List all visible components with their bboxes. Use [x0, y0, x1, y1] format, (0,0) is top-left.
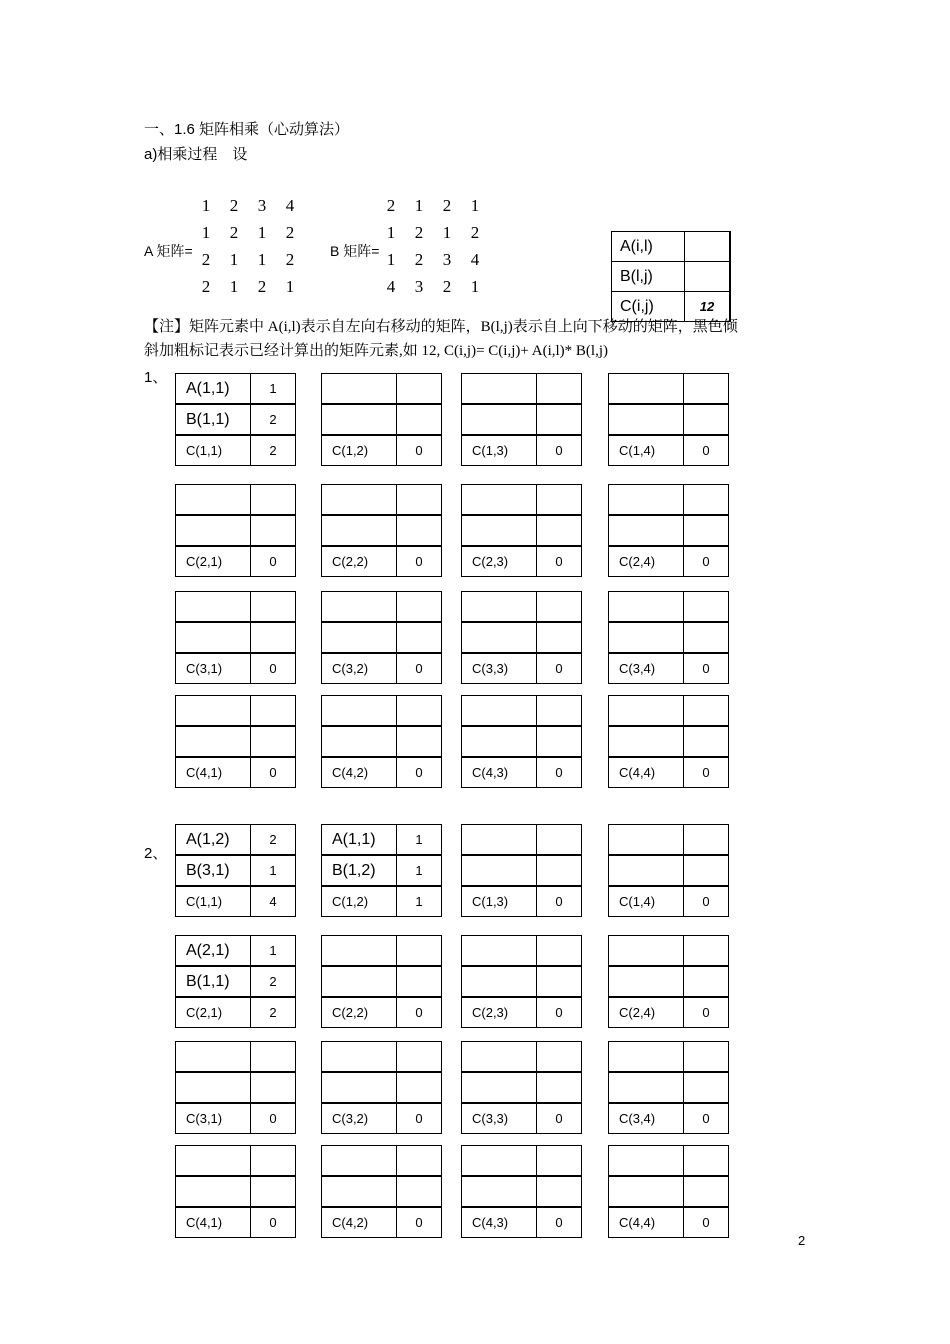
b-label [322, 622, 397, 653]
a-value [684, 1042, 729, 1073]
b-value [251, 1072, 296, 1103]
b-label [322, 966, 397, 997]
c-label: C(4,3) [462, 757, 537, 788]
a-label [609, 592, 684, 623]
a-value [397, 592, 442, 623]
legend-a-value [685, 232, 731, 262]
b-label [322, 1072, 397, 1103]
b-value [684, 726, 729, 757]
systolic-cell [461, 484, 582, 577]
c-value: 0 [684, 886, 729, 917]
a-label: A(1,1) [176, 374, 251, 405]
b-label [176, 1176, 251, 1207]
b-label [609, 404, 684, 435]
matrix-a [198, 196, 302, 304]
a-label [322, 374, 397, 405]
a-value [684, 592, 729, 623]
a-label [462, 1042, 537, 1073]
note-line-2: 斜加粗标记表示已经计算出的矩阵元素,如 12, C(i,j)= C(i,j)+ A(i,l)* B(l,j) [144, 343, 608, 359]
systolic-cell [175, 373, 296, 466]
a-label [176, 592, 251, 623]
b-label [462, 855, 537, 886]
b-label [609, 855, 684, 886]
a-value [537, 485, 582, 516]
systolic-cell [461, 591, 582, 684]
b-value [537, 404, 582, 435]
a-value [684, 936, 729, 967]
b-label [462, 622, 537, 653]
b-label [322, 1176, 397, 1207]
a-label [322, 696, 397, 727]
matrix-b-row [383, 250, 487, 277]
a-value: 1 [251, 374, 296, 405]
matrix-b-element: 1 [470, 277, 480, 296]
matrix-b-element: 2 [442, 196, 452, 215]
a-value [537, 1146, 582, 1177]
a-label [322, 1146, 397, 1177]
systolic-cell [608, 824, 729, 917]
a-label [609, 696, 684, 727]
b-value [537, 1176, 582, 1207]
a-value [684, 825, 729, 856]
b-value [684, 515, 729, 546]
matrix-b-row [383, 277, 487, 304]
b-value [684, 966, 729, 997]
a-label [462, 592, 537, 623]
b-value [537, 726, 582, 757]
c-value: 1 [397, 886, 442, 917]
matrix-b-element: 2 [414, 223, 424, 242]
step-2-label: 2、 [144, 845, 168, 862]
c-value: 0 [537, 435, 582, 466]
b-label [609, 726, 684, 757]
b-value [684, 1176, 729, 1207]
systolic-cell [321, 484, 442, 577]
a-value [397, 936, 442, 967]
a-value [397, 1042, 442, 1073]
a-label [609, 1042, 684, 1073]
matrix-a-label: A 矩阵= [144, 243, 193, 259]
systolic-cell [175, 695, 296, 788]
legend-b-value [685, 262, 731, 292]
a-value [684, 696, 729, 727]
c-label: C(1,2) [322, 435, 397, 466]
c-value: 0 [397, 435, 442, 466]
a-value: 2 [251, 825, 296, 856]
systolic-cell [321, 591, 442, 684]
systolic-cell [608, 373, 729, 466]
c-label: C(2,3) [462, 997, 537, 1028]
legend-table [611, 231, 731, 322]
a-label [462, 485, 537, 516]
b-value [684, 404, 729, 435]
c-label: C(2,4) [609, 546, 684, 577]
a-label [176, 1042, 251, 1073]
a-label [462, 374, 537, 405]
matrix-a-element: 4 [285, 196, 295, 215]
c-label: C(1,4) [609, 435, 684, 466]
systolic-cell [175, 484, 296, 577]
b-label [462, 966, 537, 997]
b-value [684, 1072, 729, 1103]
c-value: 2 [251, 997, 296, 1028]
b-label [609, 622, 684, 653]
systolic-cell [608, 1145, 729, 1238]
c-label: C(1,1) [176, 886, 251, 917]
matrix-a-element: 1 [229, 250, 239, 269]
matrix-a-element: 2 [201, 277, 211, 296]
c-label: C(3,3) [462, 653, 537, 684]
c-value: 0 [537, 997, 582, 1028]
b-label [176, 515, 251, 546]
matrix-a-element: 1 [257, 223, 267, 242]
b-value [537, 1072, 582, 1103]
legend-a-label: A(i,l) [612, 232, 685, 262]
b-label [176, 726, 251, 757]
systolic-cell [321, 1041, 442, 1134]
c-label: C(3,1) [176, 1103, 251, 1134]
a-label [609, 1146, 684, 1177]
b-label [176, 622, 251, 653]
c-label: C(4,1) [176, 757, 251, 788]
a-value [537, 592, 582, 623]
a-value [684, 485, 729, 516]
matrix-a-element: 2 [285, 250, 295, 269]
c-label: C(2,3) [462, 546, 537, 577]
systolic-cell [175, 1041, 296, 1134]
systolic-cell [461, 1041, 582, 1134]
b-value [397, 966, 442, 997]
b-value [397, 1176, 442, 1207]
c-value: 0 [397, 546, 442, 577]
matrix-b-element: 2 [442, 277, 452, 296]
matrix-a-element: 2 [229, 196, 239, 215]
b-value [397, 404, 442, 435]
b-label [609, 966, 684, 997]
a-label [322, 1042, 397, 1073]
b-value [537, 515, 582, 546]
c-label: C(3,2) [322, 1103, 397, 1134]
matrix-a-row [198, 250, 302, 277]
c-value: 0 [684, 435, 729, 466]
b-label: B(1,2) [322, 855, 397, 886]
systolic-cell [461, 1145, 582, 1238]
a-value [537, 1042, 582, 1073]
legend-c-value: 12 [685, 292, 731, 322]
systolic-cell [321, 824, 442, 917]
c-label: C(3,1) [176, 653, 251, 684]
legend-c-label: C(i,j) [612, 292, 685, 322]
a-value [251, 1146, 296, 1177]
c-label: C(1,2) [322, 886, 397, 917]
b-value [397, 1072, 442, 1103]
b-value [397, 622, 442, 653]
b-label [609, 515, 684, 546]
systolic-cell [608, 935, 729, 1028]
a-value [397, 374, 442, 405]
c-value: 4 [251, 886, 296, 917]
c-value: 0 [537, 757, 582, 788]
systolic-cell [608, 484, 729, 577]
c-value: 0 [397, 997, 442, 1028]
c-label: C(4,2) [322, 1207, 397, 1238]
section-title: 一、1.6 矩阵相乘（心动算法） [144, 121, 350, 138]
b-label [609, 1176, 684, 1207]
step-1-label: 1、 [144, 369, 168, 386]
a-value [251, 592, 296, 623]
c-value: 0 [537, 546, 582, 577]
c-label: C(3,4) [609, 653, 684, 684]
systolic-cell [321, 373, 442, 466]
b-label: B(1,1) [176, 404, 251, 435]
page-number: 2 [798, 1233, 806, 1248]
c-label: C(4,4) [609, 757, 684, 788]
a-label: A(1,2) [176, 825, 251, 856]
matrix-b-element: 3 [414, 277, 424, 296]
systolic-cell [321, 935, 442, 1028]
c-value: 0 [537, 1207, 582, 1238]
note-line-1: 【注】矩阵元素中 A(i,l)表示自左向右移动的矩阵，B(l,j)表示自上向下移动的矩阵，黑色倾 [144, 319, 738, 335]
c-label: C(4,3) [462, 1207, 537, 1238]
legend-b-label: B(l,j) [612, 262, 685, 292]
c-value: 0 [397, 1103, 442, 1134]
systolic-cell [175, 591, 296, 684]
c-value: 0 [684, 1207, 729, 1238]
c-label: C(1,1) [176, 435, 251, 466]
b-value [251, 726, 296, 757]
c-label: C(3,4) [609, 1103, 684, 1134]
a-value [397, 696, 442, 727]
c-label: C(3,2) [322, 653, 397, 684]
systolic-cell [461, 935, 582, 1028]
c-label: C(1,4) [609, 886, 684, 917]
c-value: 0 [397, 653, 442, 684]
matrix-a-row [198, 223, 302, 250]
a-label [462, 936, 537, 967]
b-label [462, 1072, 537, 1103]
a-label [176, 696, 251, 727]
b-label [322, 726, 397, 757]
b-value: 1 [251, 855, 296, 886]
matrix-b-element: 1 [386, 250, 396, 269]
matrix-a-element: 1 [201, 223, 211, 242]
systolic-cell [608, 695, 729, 788]
a-label [322, 592, 397, 623]
c-label: C(1,3) [462, 886, 537, 917]
b-label [462, 1176, 537, 1207]
b-value: 2 [251, 966, 296, 997]
b-label [322, 515, 397, 546]
systolic-cell [608, 1041, 729, 1134]
matrix-a-element: 1 [285, 277, 295, 296]
b-value [537, 622, 582, 653]
systolic-cell [175, 1145, 296, 1238]
b-label: B(3,1) [176, 855, 251, 886]
a-value [251, 485, 296, 516]
c-value: 0 [684, 546, 729, 577]
a-label: A(1,1) [322, 825, 397, 856]
c-value: 0 [684, 757, 729, 788]
a-value [251, 696, 296, 727]
b-label [176, 1072, 251, 1103]
b-value [251, 1176, 296, 1207]
c-label: C(2,4) [609, 997, 684, 1028]
a-value [397, 1146, 442, 1177]
b-label [462, 404, 537, 435]
systolic-cell [461, 824, 582, 917]
c-label: C(4,2) [322, 757, 397, 788]
matrix-b-element: 1 [442, 223, 452, 242]
c-value: 0 [397, 757, 442, 788]
a-value: 1 [397, 825, 442, 856]
c-value: 0 [251, 757, 296, 788]
matrix-a-row [198, 196, 302, 223]
b-label [322, 404, 397, 435]
c-value: 0 [251, 1103, 296, 1134]
section-subtitle: a)相乘过程 设 [144, 146, 248, 163]
a-value [537, 825, 582, 856]
systolic-cell [608, 591, 729, 684]
a-label [176, 1146, 251, 1177]
matrix-a-element: 2 [257, 277, 267, 296]
systolic-cell [321, 695, 442, 788]
c-label: C(1,3) [462, 435, 537, 466]
systolic-cell [175, 935, 296, 1028]
a-label [609, 374, 684, 405]
c-value: 0 [251, 1207, 296, 1238]
matrix-b-element: 2 [470, 223, 480, 242]
a-value [537, 696, 582, 727]
c-value: 0 [684, 653, 729, 684]
matrix-a-row [198, 277, 302, 304]
matrix-b-element: 3 [442, 250, 452, 269]
matrix-b-row [383, 223, 487, 250]
matrix-a-element: 1 [257, 250, 267, 269]
systolic-cell [321, 1145, 442, 1238]
a-value: 1 [251, 936, 296, 967]
a-label: A(2,1) [176, 936, 251, 967]
matrix-b-element: 4 [386, 277, 396, 296]
b-value [251, 622, 296, 653]
b-label [462, 726, 537, 757]
c-value: 0 [684, 1103, 729, 1134]
c-label: C(2,2) [322, 546, 397, 577]
b-value [251, 515, 296, 546]
a-value [537, 374, 582, 405]
a-label [462, 825, 537, 856]
b-value: 1 [397, 855, 442, 886]
matrix-b-element: 1 [386, 223, 396, 242]
b-value [397, 726, 442, 757]
a-label [609, 485, 684, 516]
c-value: 2 [251, 435, 296, 466]
c-value: 0 [397, 1207, 442, 1238]
a-label [176, 485, 251, 516]
b-value [684, 855, 729, 886]
c-value: 0 [537, 653, 582, 684]
matrix-b-element: 2 [414, 250, 424, 269]
matrix-b-element: 1 [470, 196, 480, 215]
b-value [684, 622, 729, 653]
a-label [462, 696, 537, 727]
a-label [462, 1146, 537, 1177]
matrix-b-element: 4 [470, 250, 480, 269]
b-value [397, 515, 442, 546]
b-label [609, 1072, 684, 1103]
c-label: C(4,1) [176, 1207, 251, 1238]
a-label [609, 936, 684, 967]
matrix-b-element: 1 [414, 196, 424, 215]
a-value [251, 1042, 296, 1073]
c-value: 0 [537, 1103, 582, 1134]
systolic-cell [175, 824, 296, 917]
matrix-b-element: 2 [386, 196, 396, 215]
c-label: C(4,4) [609, 1207, 684, 1238]
c-value: 0 [251, 546, 296, 577]
matrix-b-row [383, 196, 487, 223]
matrix-b-label: B 矩阵= [330, 243, 380, 259]
systolic-cell [461, 695, 582, 788]
matrix-a-element: 2 [229, 223, 239, 242]
b-value [537, 966, 582, 997]
matrix-a-element: 1 [201, 196, 211, 215]
systolic-cell [461, 373, 582, 466]
c-value: 0 [251, 653, 296, 684]
c-value: 0 [684, 997, 729, 1028]
c-label: C(2,1) [176, 997, 251, 1028]
matrix-a-element: 2 [201, 250, 211, 269]
matrix-a-element: 1 [229, 277, 239, 296]
matrix-a-element: 2 [285, 223, 295, 242]
matrix-a-element: 3 [257, 196, 267, 215]
a-value [684, 1146, 729, 1177]
b-label [462, 515, 537, 546]
c-label: C(2,2) [322, 997, 397, 1028]
c-label: C(2,1) [176, 546, 251, 577]
a-value [537, 936, 582, 967]
c-value: 0 [537, 886, 582, 917]
b-value: 2 [251, 404, 296, 435]
a-label [609, 825, 684, 856]
a-value [684, 374, 729, 405]
matrix-b [383, 196, 487, 304]
c-label: C(3,3) [462, 1103, 537, 1134]
a-label [322, 485, 397, 516]
b-label: B(1,1) [176, 966, 251, 997]
a-label [322, 936, 397, 967]
a-value [397, 485, 442, 516]
b-value [537, 855, 582, 886]
